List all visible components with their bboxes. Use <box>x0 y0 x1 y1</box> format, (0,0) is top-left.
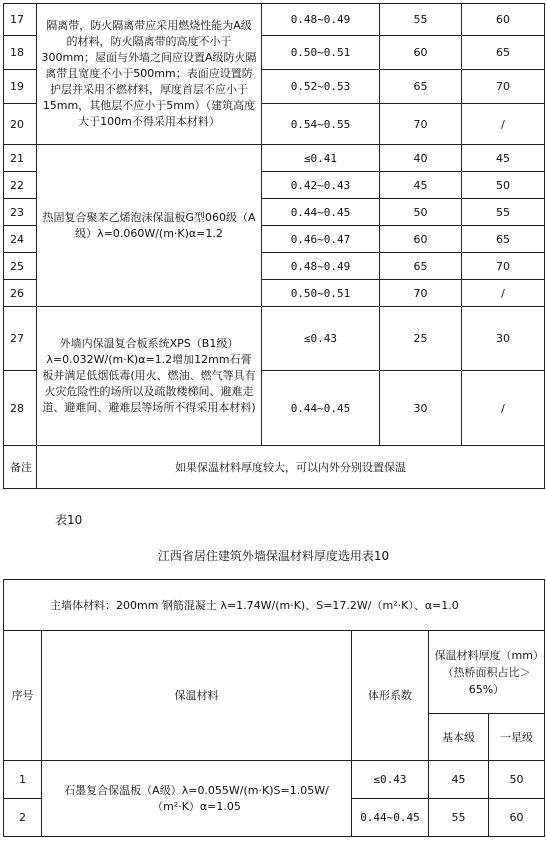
header-thickness: 保温材料厚度（mm）（热桥面积占比＞65%） <box>429 631 545 714</box>
one-star-thickness: 50 <box>462 172 545 199</box>
row-number: 20 <box>4 104 37 145</box>
table-number: 表10 <box>55 513 83 527</box>
header-shape-coefficient: 体形系数 <box>352 631 429 761</box>
basic-thickness: 70 <box>380 280 462 307</box>
thickness-table-continued <box>3 3 545 489</box>
shape-coefficient: ≤0.43 <box>262 307 380 371</box>
material-description: 热固复合聚苯乙烯泡沫保温板G型060级（A级）λ=0.060W/(m·K)α=1.2 <box>37 145 262 307</box>
shape-coefficient: ≤0.41 <box>262 145 380 172</box>
basic-thickness: 60 <box>380 36 462 70</box>
one-star-thickness: 70 <box>462 70 545 104</box>
header-material: 保温材料 <box>42 631 352 761</box>
one-star-thickness: 30 <box>462 307 545 371</box>
basic-thickness: 65 <box>380 253 462 280</box>
basic-thickness: 55 <box>429 799 489 837</box>
table-title: 江西省居住建筑外墙保温材料厚度选用表10 <box>157 549 390 563</box>
table-row <box>4 4 545 36</box>
header-basic-level: 基本级 <box>429 714 489 761</box>
table-row <box>4 145 545 172</box>
material-description: 外墙内保温复合板系统XPS（B1级）λ=0.032W/(m·K)α=1.2增加12mm石膏板并满足低烟低毒(用火、燃油、燃气等具有火灾危险性的场所以及疏散楼梯间、避难走道、避难间、避难层等场所不得采用本材料) <box>37 307 262 446</box>
main-wall-material: 主墙体材料：200mm 钢筋混凝土 λ=1.74W/(m·K)、S=17.2W/（m²·K）、α=1.0 <box>4 580 545 631</box>
row-number: 23 <box>4 199 37 226</box>
basic-thickness: 50 <box>380 199 462 226</box>
one-star-thickness: 50 <box>489 761 545 799</box>
one-star-thickness: 65 <box>462 226 545 253</box>
remark-text: 如果保温材料厚度较大，可以内外分别设置保温 <box>37 446 545 489</box>
header-serial-no: 序号 <box>4 631 42 761</box>
shape-coefficient: 0.52~0.53 <box>262 70 380 104</box>
header-row <box>4 631 545 714</box>
row-number: 28 <box>4 371 37 446</box>
table-row <box>4 761 545 799</box>
basic-thickness: 40 <box>380 145 462 172</box>
shape-coefficient: 0.46~0.47 <box>262 226 380 253</box>
shape-coefficient: 0.44~0.45 <box>262 371 380 446</box>
shape-coefficient: 0.48~0.49 <box>262 253 380 280</box>
one-star-thickness: 55 <box>462 199 545 226</box>
main-material-row <box>4 580 545 631</box>
shape-coefficient: 0.42~0.43 <box>262 172 380 199</box>
basic-thickness: 45 <box>429 761 489 799</box>
one-star-thickness: / <box>462 280 545 307</box>
one-star-thickness: 45 <box>462 145 545 172</box>
shape-coefficient: 0.48~0.49 <box>262 4 380 36</box>
basic-thickness: 25 <box>380 307 462 371</box>
shape-coefficient: 0.44~0.45 <box>352 799 429 837</box>
basic-thickness: 45 <box>380 172 462 199</box>
row-number: 18 <box>4 36 37 70</box>
row-number: 26 <box>4 280 37 307</box>
one-star-thickness: 60 <box>489 799 545 837</box>
row-number: 24 <box>4 226 37 253</box>
row-number: 2 <box>4 799 42 837</box>
row-number: 1 <box>4 761 42 799</box>
remark-label: 备注 <box>4 446 37 489</box>
basic-thickness: 70 <box>380 104 462 145</box>
one-star-thickness: / <box>462 104 545 145</box>
header-one-star-level: 一星级 <box>489 714 545 761</box>
shape-coefficient: 0.54~0.55 <box>262 104 380 145</box>
row-number: 22 <box>4 172 37 199</box>
one-star-thickness: 70 <box>462 253 545 280</box>
row-number: 27 <box>4 307 37 371</box>
basic-thickness: 65 <box>380 70 462 104</box>
basic-thickness: 60 <box>380 226 462 253</box>
row-number: 25 <box>4 253 37 280</box>
one-star-thickness: 65 <box>462 36 545 70</box>
table-row <box>4 307 545 371</box>
basic-thickness: 30 <box>380 371 462 446</box>
row-number: 17 <box>4 4 37 36</box>
thickness-selection-table-10 <box>3 579 545 837</box>
material-description: 隔离带，防火隔离带应采用燃烧性能为A级的材料，防火隔离带的高度不小于300mm；屋面与外墙之间应设置A级防火隔离带且宽度不小于500mm；表面应设置防护层并采用不燃材料，厚度首层不应小于15mm，其他层不应小于5mm）（建筑高度大于100m不得采用本材料） <box>37 4 262 145</box>
material-description: 石墨复合保温板（A级）λ=0.055W/(m·K)S=1.05W/（m²·K）α=1.05 <box>42 761 352 837</box>
one-star-thickness: 60 <box>462 4 545 36</box>
shape-coefficient: 0.50~0.51 <box>262 36 380 70</box>
one-star-thickness: / <box>462 371 545 446</box>
basic-thickness: 55 <box>380 4 462 36</box>
row-number: 19 <box>4 70 37 104</box>
shape-coefficient: 0.50~0.51 <box>262 280 380 307</box>
shape-coefficient: 0.44~0.45 <box>262 199 380 226</box>
remark-row <box>4 446 545 489</box>
row-number: 21 <box>4 145 37 172</box>
shape-coefficient: ≤0.43 <box>352 761 429 799</box>
